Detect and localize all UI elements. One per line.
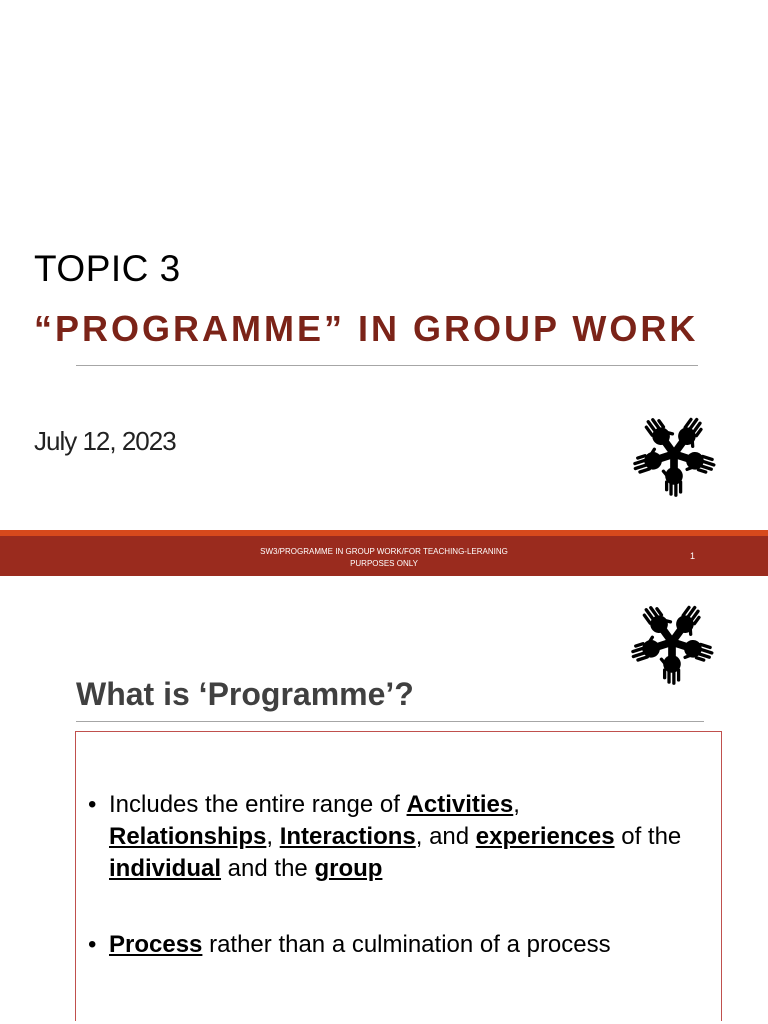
bullet-text: , bbox=[266, 823, 280, 850]
footer-bar bbox=[0, 536, 768, 576]
bullet-text: , bbox=[513, 791, 520, 818]
term-group: group bbox=[314, 855, 383, 882]
list-item bbox=[88, 789, 698, 885]
term-relationships: Relationships bbox=[109, 823, 267, 850]
bullet-text: Includes the entire range of bbox=[109, 791, 407, 818]
term-activities: Activities bbox=[406, 791, 514, 818]
five-hands-circle-icon bbox=[622, 594, 722, 690]
bullet-text: of the bbox=[614, 823, 682, 850]
footer-line-2: PURPOSES ONLY bbox=[350, 559, 418, 568]
bullet-list bbox=[88, 789, 698, 961]
five-hands-circle-icon bbox=[624, 406, 724, 502]
footer-text bbox=[244, 546, 524, 570]
bullet-text: and the bbox=[221, 855, 315, 882]
slide-2-heading: What is ‘Programme’? bbox=[76, 676, 414, 712]
bullet-dot: • bbox=[88, 931, 97, 958]
list-item bbox=[88, 929, 698, 961]
term-experiences: experiences bbox=[475, 823, 615, 850]
heading-divider bbox=[76, 721, 704, 722]
title-divider bbox=[76, 365, 698, 366]
bullet-text: rather than a culmination of a process bbox=[202, 931, 611, 958]
term-process: Process bbox=[109, 931, 203, 958]
page-number: 1 bbox=[690, 551, 696, 561]
term-individual: individual bbox=[109, 855, 222, 882]
footer-line-1: SW3/PROGRAMME IN GROUP WORK/FOR TEACHING-LERANING bbox=[260, 547, 508, 556]
topic-label: TOPIC 3 bbox=[34, 248, 181, 289]
bullet-dot: • bbox=[88, 791, 97, 818]
term-interactions: Interactions bbox=[279, 823, 416, 850]
slide-title: “PROGRAMME” IN GROUP WORK bbox=[34, 308, 699, 349]
slide-date: July 12, 2023 bbox=[34, 426, 176, 456]
bullet-text: , and bbox=[415, 823, 476, 850]
